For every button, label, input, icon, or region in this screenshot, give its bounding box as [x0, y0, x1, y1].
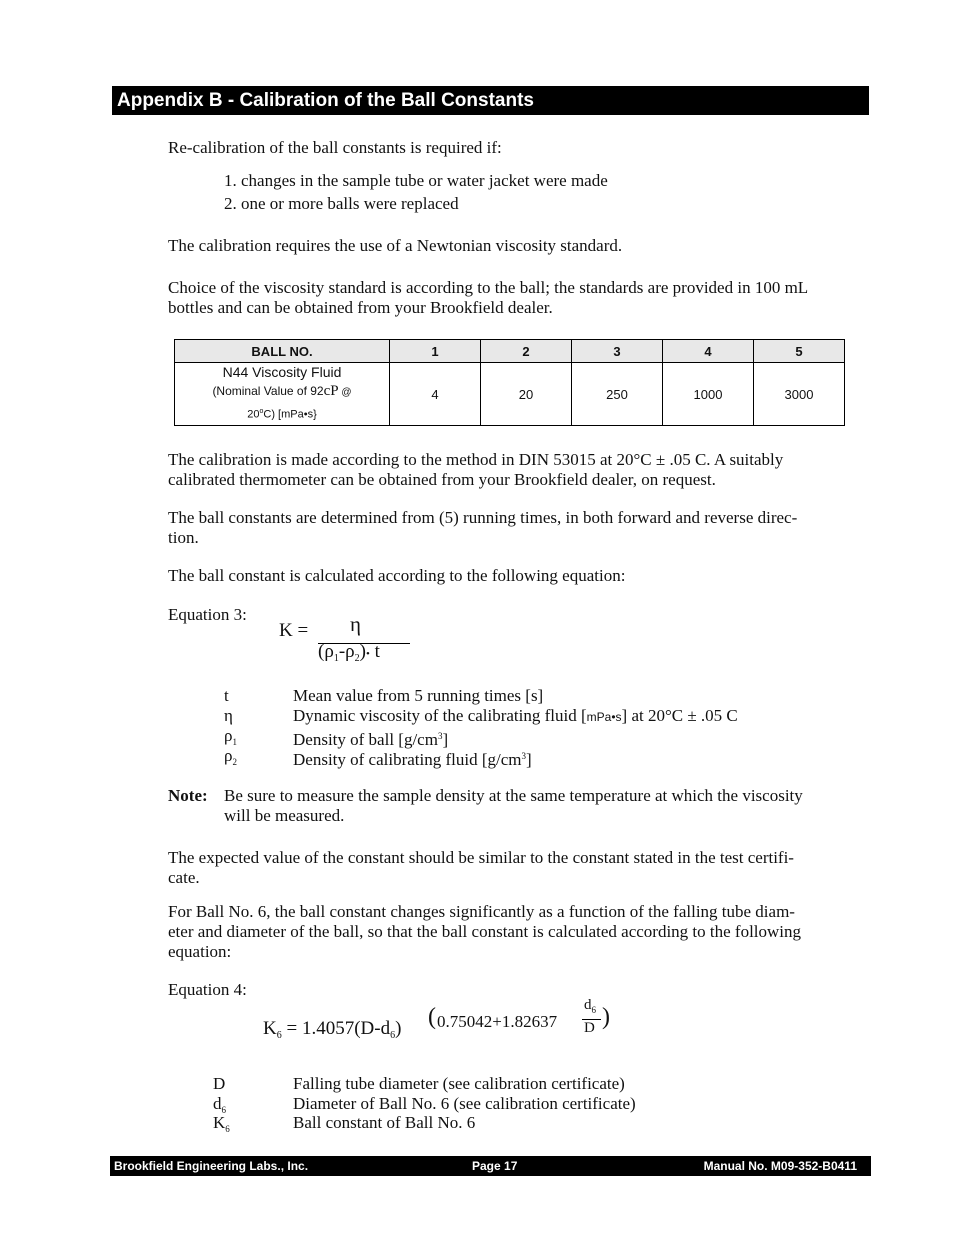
list-item: 2. one or more balls were replaced	[224, 194, 459, 213]
list-item: 1. changes in the sample tube or water jacket were made	[224, 171, 608, 190]
variable-symbol: η	[224, 706, 233, 725]
equation4-fraction-denominator: D	[584, 1020, 595, 1036]
list-item	[224, 686, 874, 706]
table-header-row	[175, 340, 845, 363]
list-item	[213, 1074, 873, 1094]
newtonian-paragraph: The calibration requires the use of a Newtonian viscosity standard.	[168, 236, 623, 255]
table-cell: 3000	[754, 363, 845, 426]
table-cell: 1000	[663, 363, 754, 426]
list-item	[213, 1094, 873, 1113]
expected-value-paragraph: The expected value of the constant should be similar to the constant stated in the test certifi- cate.	[168, 848, 794, 887]
equation4-exponent-close: )	[602, 1004, 610, 1030]
variable-symbol: $K_6$	[213, 1113, 230, 1134]
variable-description: Mean value from 5 running times [s]	[293, 686, 544, 705]
column-header: 5	[754, 340, 845, 363]
fluid-label-cell	[175, 363, 390, 426]
fluid-name: N44 Viscosity Fluid	[222, 364, 342, 381]
equation4-label: Equation 4:	[168, 980, 247, 999]
note-label: Note:	[168, 786, 208, 805]
recalibration-intro: Re-calibration of the ball constants is required if:	[168, 138, 502, 157]
running-times-paragraph: The ball constants are determined from (5) running times, in both forward and reverse direc- tion.	[168, 508, 798, 547]
equation4-base: $K_6 = 1.4057(D-d_6)$	[263, 1018, 402, 1041]
table-cell: 20	[481, 363, 572, 426]
equation4-exponent-open: (	[428, 1004, 436, 1030]
variable-description: Falling tube diameter (see calibration certificate)	[293, 1074, 625, 1093]
list-item	[224, 706, 874, 726]
choice-paragraph: Choice of the viscosity standard is according to the ball; the standards are provided in 100 mL bottles and can be obtained from your Brookfield dealer.	[168, 278, 809, 317]
variable-list-ball6	[213, 1074, 873, 1133]
equation-intro: The ball constant is calculated according to the following equation:	[168, 566, 626, 585]
column-header: 3	[572, 340, 663, 363]
din-paragraph: The calibration is made according to the method in DIN 53015 at 20°C ± .05 C. A suitably calibrated thermometer can be obtained from your Brookfield dealer, on request.	[168, 450, 784, 489]
footer-company: Brookfield Engineering Labs., Inc.	[114, 1159, 309, 1173]
table-row	[175, 363, 845, 426]
variable-list	[224, 686, 874, 769]
table-cell: 250	[572, 363, 663, 426]
list-item	[213, 1113, 873, 1133]
list-item	[224, 726, 874, 749]
note-text: Be sure to measure the sample density at the same temperature at which the viscosity will be measured.	[224, 786, 803, 825]
equation4-fraction-numerator: $d_6$	[584, 997, 596, 1015]
column-header: 2	[481, 340, 572, 363]
variable-symbol: $\rho_2$	[224, 746, 237, 767]
viscosity-standards-table	[174, 339, 845, 426]
variable-description: Diameter of Ball No. 6 (see calibration certificate)	[293, 1094, 636, 1113]
equation3-denominator: $(\rho_1-\rho_2)•$ t	[318, 641, 380, 664]
page-footer	[110, 1156, 871, 1176]
list-item	[224, 746, 874, 769]
variable-description: Density of calibrating fluid $[g/cm^3]$	[293, 750, 532, 769]
section-header	[112, 86, 869, 115]
variable-symbol: D	[213, 1074, 226, 1093]
equation3-label: Equation 3:	[168, 605, 247, 624]
variable-symbol: t	[224, 686, 229, 705]
footer-page-number: Page 17	[472, 1159, 518, 1173]
section-title: Appendix B - Calibration of the Ball Constants	[117, 90, 534, 111]
ball6-paragraph: For Ball No. 6, the ball constant changes significantly as a function of the falling tube diam- eter and diameter of the ball, so that the ball constant is calculated according to the following equation:	[168, 902, 802, 961]
variable-symbol: $d_6$	[213, 1094, 226, 1115]
equation4-exponent-body: 0.75042+1.82637	[437, 1012, 558, 1031]
column-header: BALL NO.	[175, 340, 390, 363]
table-cell: 4	[390, 363, 481, 426]
column-header: 4	[663, 340, 754, 363]
variable-symbol: $\rho_1$	[224, 726, 237, 747]
equation3-numerator: η	[350, 612, 361, 636]
fluid-temperature: 20$^o$C) [mPa•s}	[247, 408, 317, 421]
equation3-lhs: K =	[279, 620, 309, 641]
variable-description: Density of ball $[g/cm^3]$	[293, 730, 449, 749]
variable-description: Ball constant of Ball No. 6	[293, 1113, 476, 1132]
variable-description: Dynamic viscosity of the calibrating fluid [mPa•s] at 20°C ± .05 C	[293, 706, 738, 725]
fluid-nominal-value: (Nominal Value of 92cP @	[212, 383, 352, 400]
column-header: 1	[390, 340, 481, 363]
footer-manual-number: Manual No. M09-352-B0411	[703, 1159, 857, 1173]
